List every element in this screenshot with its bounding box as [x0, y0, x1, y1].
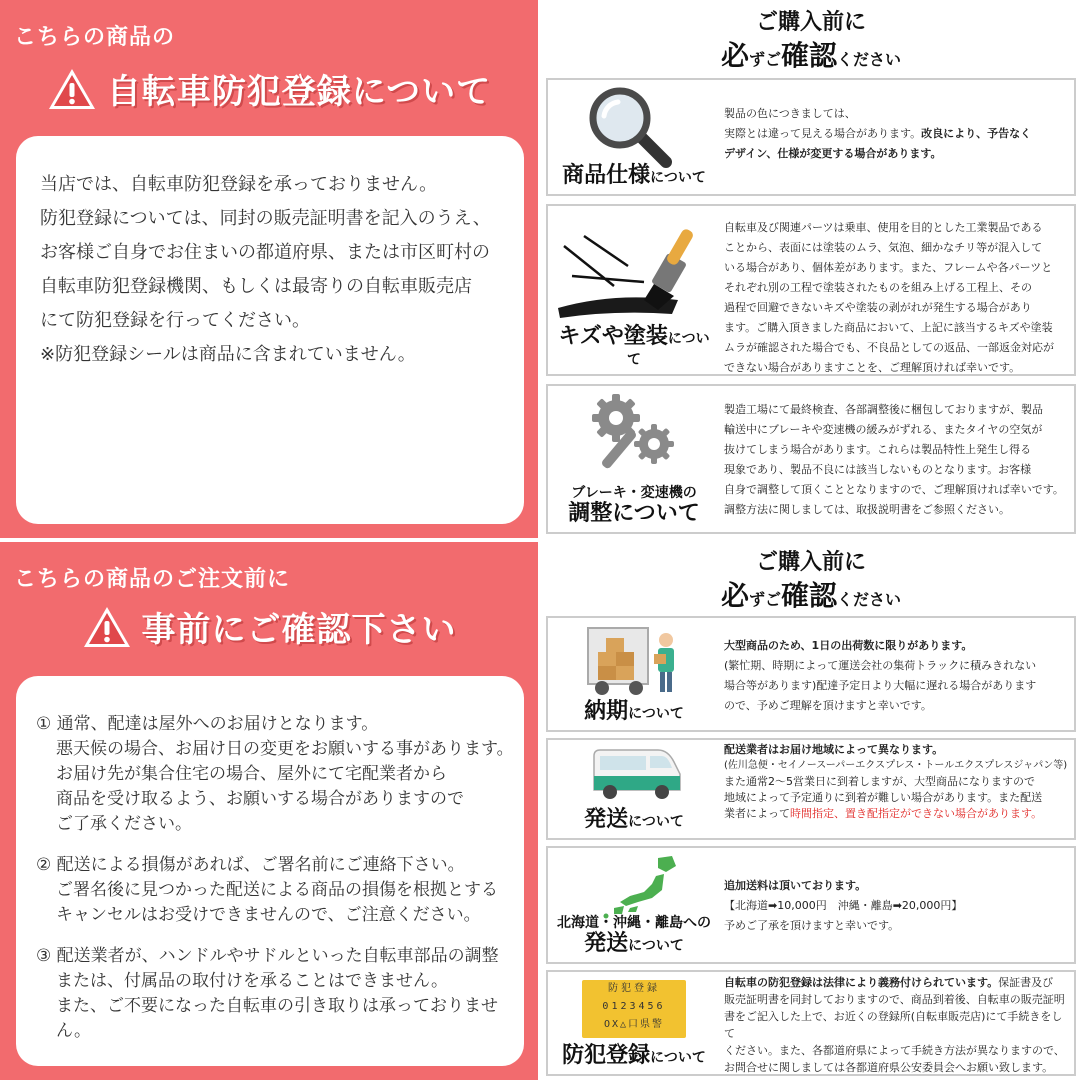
- registration-notice-card: [16, 136, 524, 524]
- adjustment-info-box: [546, 384, 1076, 534]
- remote-area-shipping-info-box: [546, 846, 1076, 964]
- registration-icon-area: [550, 974, 718, 1072]
- registration-description: 自転車の防犯登録は法律により義務付けられています。保証書及び 販売証明書を同封しておりますので、商品到着後、自転車の販売証明 書をご記入した上で、お近くの登録所(自転車販売店)にて手続きをして ください。また、各都道府県によって手続き方法が異なりますので、 お問合せに関しましては各都道府県公安委員会へお願い致します。: [724, 976, 1065, 1074]
- notice-line: ② 配送による損傷があれば、ご署名前にご連絡下さい。: [36, 855, 465, 875]
- pre-order-notice-card: [16, 676, 524, 1066]
- check-heading-line1: ご購入前に: [755, 550, 866, 575]
- check-heading-line2: 必ずご確認ください: [720, 39, 902, 72]
- spec-info-box: [546, 78, 1076, 196]
- delivery-time-info-box: [546, 616, 1076, 732]
- check-heading-line2: 必ずご確認ください: [720, 579, 902, 612]
- notice-text: [16, 136, 524, 372]
- registration-sticker-icon: 防犯登録 0123456 OX△口県警: [582, 980, 686, 1038]
- notice-line: 自転車防犯登録機関、もしくは最寄りの自転車販売店: [40, 276, 472, 297]
- crime-prevention-registration-info-box: [546, 970, 1076, 1076]
- notice-line: ご署名後に見つかった配送による商品の損傷を根拠とする: [56, 880, 498, 900]
- notice-line: お届け先が集合住宅の場合、屋外にて宅配業者から: [56, 764, 447, 784]
- adjustment-label: ブレーキ・変速機の 調整について: [568, 485, 700, 526]
- check-heading-line1: ご購入前に: [755, 10, 866, 35]
- spec-icon-area: [550, 82, 718, 192]
- check-heading: [542, 548, 1080, 618]
- shipping-check-panel: [542, 542, 1080, 1080]
- shipping-description: 配送業者はお届け地域によって異なります。 (佐川急便・セイノースーパーエクスプレス・トールエクスプレスジャパン等) また通常2～5営業日に到着しますが、大型商品になりますので 地域によって予定通りに到着が難しい場合があります。また配送 業者によって時間指定、置き配指定ができない場合があります。: [724, 743, 1068, 820]
- warning-icon: [82, 604, 132, 650]
- shipping-label: 発送について: [584, 806, 684, 832]
- panel-kicker: こちらの商品の: [14, 25, 176, 50]
- notice-line: ご了承ください。: [56, 814, 192, 834]
- spec-description: 製品の色につきましては、 実際とは違って見える場合があります。改良により、予告なく デザイン、仕様が変更する場合があります。: [724, 107, 1032, 160]
- notice-line: 悪天候の場合、お届け日の変更をお願いする事があります。: [56, 739, 514, 759]
- notice-line: にて防犯登録を行ってください。: [40, 310, 310, 331]
- japan-map-icon: [600, 854, 680, 920]
- delivery-time-icon-area: [550, 620, 718, 728]
- paintbrush-icon: [554, 226, 714, 326]
- notice-line: また、ご不要になった自転車の引き取りは承っておりません。: [56, 996, 498, 1041]
- warning-icon: [47, 66, 97, 112]
- scratch-description: 自転車及び関連パーツは乗車、使用を目的とした工業製品である ことから、表面には塗装のムラ、気泡、細かなチリ等が混入して いる場合があり、個体差があります。また、フレームや各パーツと それぞれ別の工程で塗装されたものを組み上げる工程上、その 過程で回避できないキズや塗装の剥がれが発生する場合があり ます。ご購入頂きました商品において、上記に該当するキズや塗装 ムラが確認された場合でも、不良品としての返品、一部返金対応が できない場合がありますことを、ご理解頂ければ幸いです。: [724, 221, 1054, 374]
- magnifier-icon: [586, 86, 678, 168]
- notice-line: 防犯登録については、同封の販売証明書を記入のうえ、: [40, 208, 491, 229]
- notice-line: 当店では、自転車防犯登録を承っておりません。: [40, 174, 438, 195]
- van-icon: [588, 746, 684, 800]
- notice-line: ※防犯登録シールは商品に含まれていません。: [40, 344, 416, 365]
- notice-line: ① 通常、配達は屋外へのお届けとなります。: [36, 714, 379, 734]
- notice-item-2: [36, 853, 518, 928]
- delivery-time-label: 納期について: [584, 698, 684, 724]
- delivery-truck-icon: [584, 624, 684, 698]
- notice-line: または、付属品の取付けを承ることはできません。: [56, 971, 449, 991]
- pre-order-check-panel: [0, 542, 538, 1080]
- notice-item-3: [36, 944, 518, 1044]
- shipping-icon-area: [550, 742, 718, 836]
- check-heading: [542, 8, 1080, 78]
- shipping-info-box: [546, 738, 1076, 840]
- panel-headline: [0, 64, 538, 113]
- adjustment-description: 製造工場にて最終検査、各部調整後に梱包しておりますが、製品 輸送中にブレーキや変速機の緩みがずれる、またタイヤの空気が 抜けてしまう場合があります。これらは製品特性上発生し得る 現象であり、製品不良には該当しないものとなります。お客様 自身で調整して頂くこととなりますので、ご理解頂ければ幸いです。 調整方法に関しましては、取扱説明書をご参照ください。: [724, 403, 1064, 516]
- bicycle-registration-panel: [0, 0, 538, 538]
- panel-kicker: こちらの商品のご注文前に: [14, 567, 291, 592]
- notice-item-1: [36, 712, 518, 837]
- remote-area-icon-area: [550, 850, 718, 960]
- gears-wrench-icon: [590, 390, 680, 476]
- registration-label: 防犯登録について: [562, 1042, 706, 1068]
- delivery-time-description: 大型商品のため、1日の出荷数に限りがあります。 (繁忙期、時期によって運送会社の集荷トラックに積みきれない 場合等があります)配達予定日より大幅に遅れる場合があります ので、予めご理解を頂けますと幸いです。: [724, 639, 1037, 712]
- scratch-icon-area: [550, 208, 718, 372]
- notice-line: キャンセルはお受けできませんので、ご注意ください。: [56, 905, 481, 925]
- adjustment-icon-area: [550, 388, 718, 530]
- remote-area-description: 追加送料は頂いております。 【北海道➡10,000円 沖縄・離島➡20,000円】 予めご了承を頂けますと幸いです。: [724, 879, 963, 932]
- spec-label: 商品仕様について: [562, 162, 706, 188]
- notice-line: ③ 配送業者が、ハンドルやサドルといった自転車部品の調整: [36, 946, 499, 966]
- notice-line: 商品を受け取るよう、お願いする場合がありますので: [56, 789, 464, 809]
- headline-text: 自転車防犯登録について: [106, 72, 492, 112]
- notice-line: お客様ご自身でお住まいの都道府県、または市区町村の: [40, 242, 490, 263]
- headline-text: 事前にご確認下さい: [141, 610, 457, 650]
- remote-area-label: 北海道・沖縄・離島への 発送について: [557, 915, 711, 956]
- scratch-label: キズや塗装について: [558, 324, 710, 368]
- notice-text: [16, 676, 524, 1044]
- panel-headline: [0, 602, 538, 651]
- scratch-paint-info-box: [546, 204, 1076, 376]
- product-check-panel: [542, 0, 1080, 538]
